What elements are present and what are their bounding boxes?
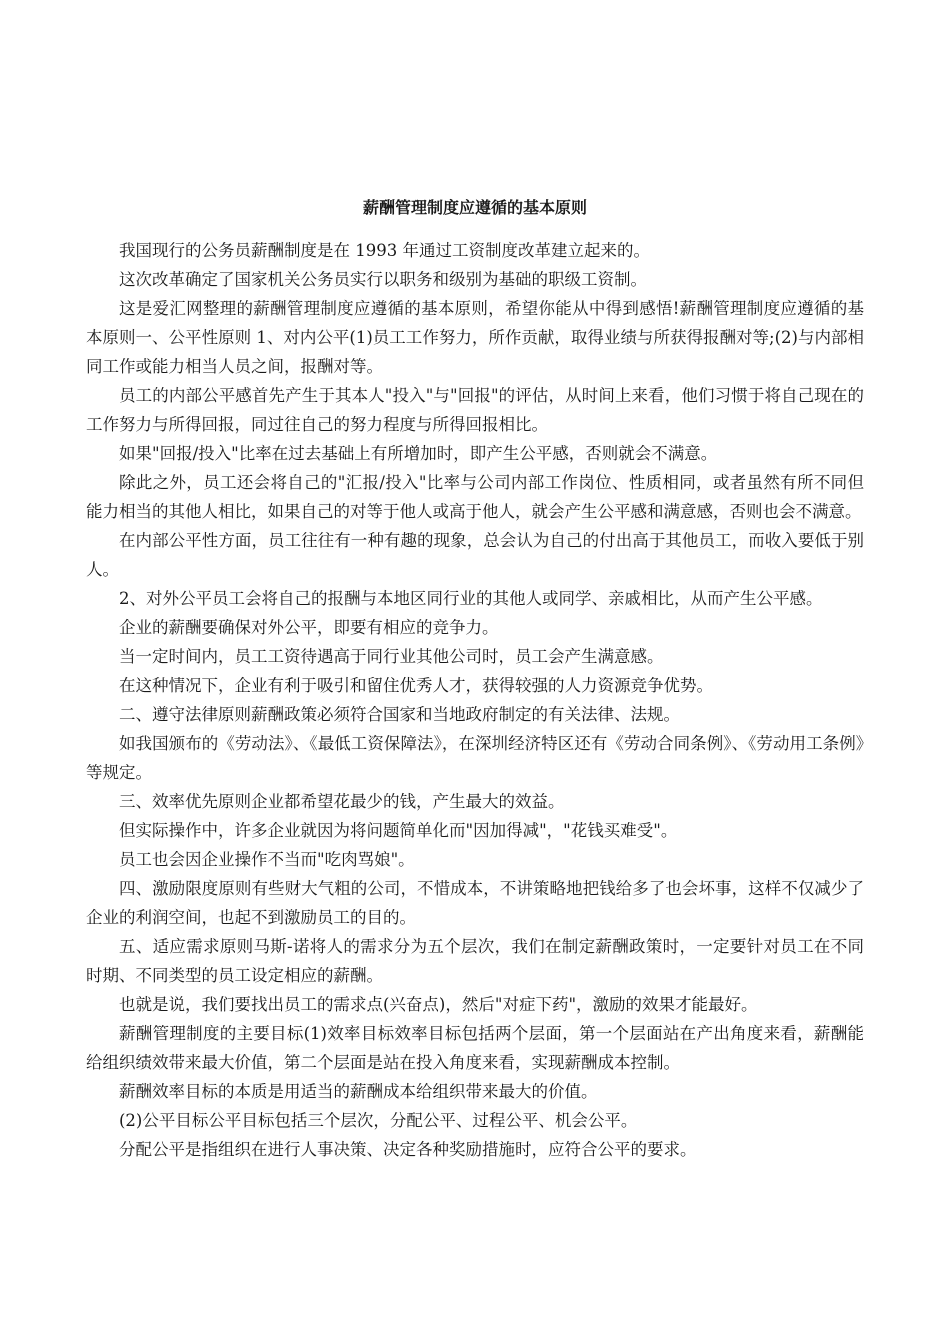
paragraph: 也就是说，我们要找出员工的需求点(兴奋点)，然后"对症下药"，激励的效果才能最好。	[119, 995, 758, 1014]
paragraph: 二、遵守法律原则薪酬政策必须符合国家和当地政府制定的有关法律、法规。	[119, 705, 680, 724]
paragraph: (2)公平目标公平目标包括三个层次，分配公平、过程公平、机会公平。	[119, 1111, 638, 1130]
paragraph: 当一定时间内，员工工资待遇高于同行业其他公司时，员工会产生满意感。	[119, 647, 664, 666]
document-title: 薪酬管理制度应遵循的基本原则	[362, 198, 587, 217]
paragraph: 员工的内部公平感首先产生于其本人"投入"与"回报"的评估，从时间上来看，他们习惯于将自己现在的工作努力与所得回报，同过往自己的努力程度与所得回报相比。	[86, 386, 864, 434]
paragraph: 企业的薪酬要确保对外公平，即要有相应的竞争力。	[119, 618, 499, 637]
paragraph: 在内部公平性方面，员工往往有一种有趣的现象，总会认为自己的付出高于其他员工，而收入要低于别人。	[86, 531, 864, 579]
paragraph: 在这种情况下，企业有利于吸引和留住优秀人才，获得较强的人力资源竞争优势。	[119, 676, 713, 695]
paragraph: 薪酬管理制度的主要目标(1)效率目标效率目标包括两个层面，第一个层面站在产出角度来看，薪酬能给组织绩效带来最大价值，第二个层面是站在投入角度来看，实现薪酬成本控制。	[86, 1024, 864, 1072]
paragraph: 如果"回报/投入"比率在过去基础上有所增加时，即产生公平感，否则就会不满意。	[119, 444, 718, 463]
paragraph: 员工也会因企业操作不当而"吃肉骂娘"。	[119, 850, 415, 869]
paragraph: 五、适应需求原则马斯-诺将人的需求分为五个层次，我们在制定薪酬政策时，一定要针对员工在不同时期、不同类型的员工设定相应的薪酬。	[86, 937, 864, 985]
paragraph: 三、效率优先原则企业都希望花最少的钱，产生最大的效益。	[119, 792, 565, 811]
paragraph: 但实际操作中，许多企业就因为将问题简单化而"因加得减"，"花钱买难受"。	[119, 821, 678, 840]
paragraph: 这是爱汇网整理的薪酬管理制度应遵循的基本原则，希望你能从中得到感悟!薪酬管理制度应遵循的基本原则一、公平性原则 1、对内公平(1)员工工作努力，所作贡献，取得业绩与所获得报酬对等;(2)与内部相同工作或能力相当人员之间，报酬对等。	[86, 299, 864, 376]
paragraph: 我国现行的公务员薪酬制度是在 1993 年通过工资制度改革建立起来的。	[119, 241, 650, 260]
paragraph: 分配公平是指组织在进行人事决策、决定各种奖励措施时，应符合公平的要求。	[119, 1140, 697, 1159]
paragraph: 这次改革确定了国家机关公务员实行以职务和级别为基础的职级工资制。	[119, 270, 647, 289]
paragraph: 四、激励限度原则有些财大气粗的公司，不惜成本，不讲策略地把钱给多了也会坏事，这样不仅减少了企业的利润空间，也起不到激励员工的目的。	[86, 879, 864, 927]
paragraph: 2、对外公平员工会将自己的报酬与本地区同行业的其他人或同学、亲戚相比，从而产生公平感。	[119, 589, 823, 608]
document-body	[86, 236, 864, 1164]
paragraph: 除此之外，员工还会将自己的"汇报/投入"比率与公司内部工作岗位、性质相同，或者虽然有所不同但能力相当的其他人相比，如果自己的对等于他人或高于他人，就会产生公平感和满意感，否则也会不满意。	[86, 473, 864, 521]
paragraph: 如我国颁布的《劳动法》、《最低工资保障法》，在深圳经济特区还有《劳动合同条例》、《劳动用工条例》等规定。	[86, 734, 864, 782]
paragraph: 薪酬效率目标的本质是用适当的薪酬成本给组织带来最大的价值。	[119, 1082, 598, 1101]
